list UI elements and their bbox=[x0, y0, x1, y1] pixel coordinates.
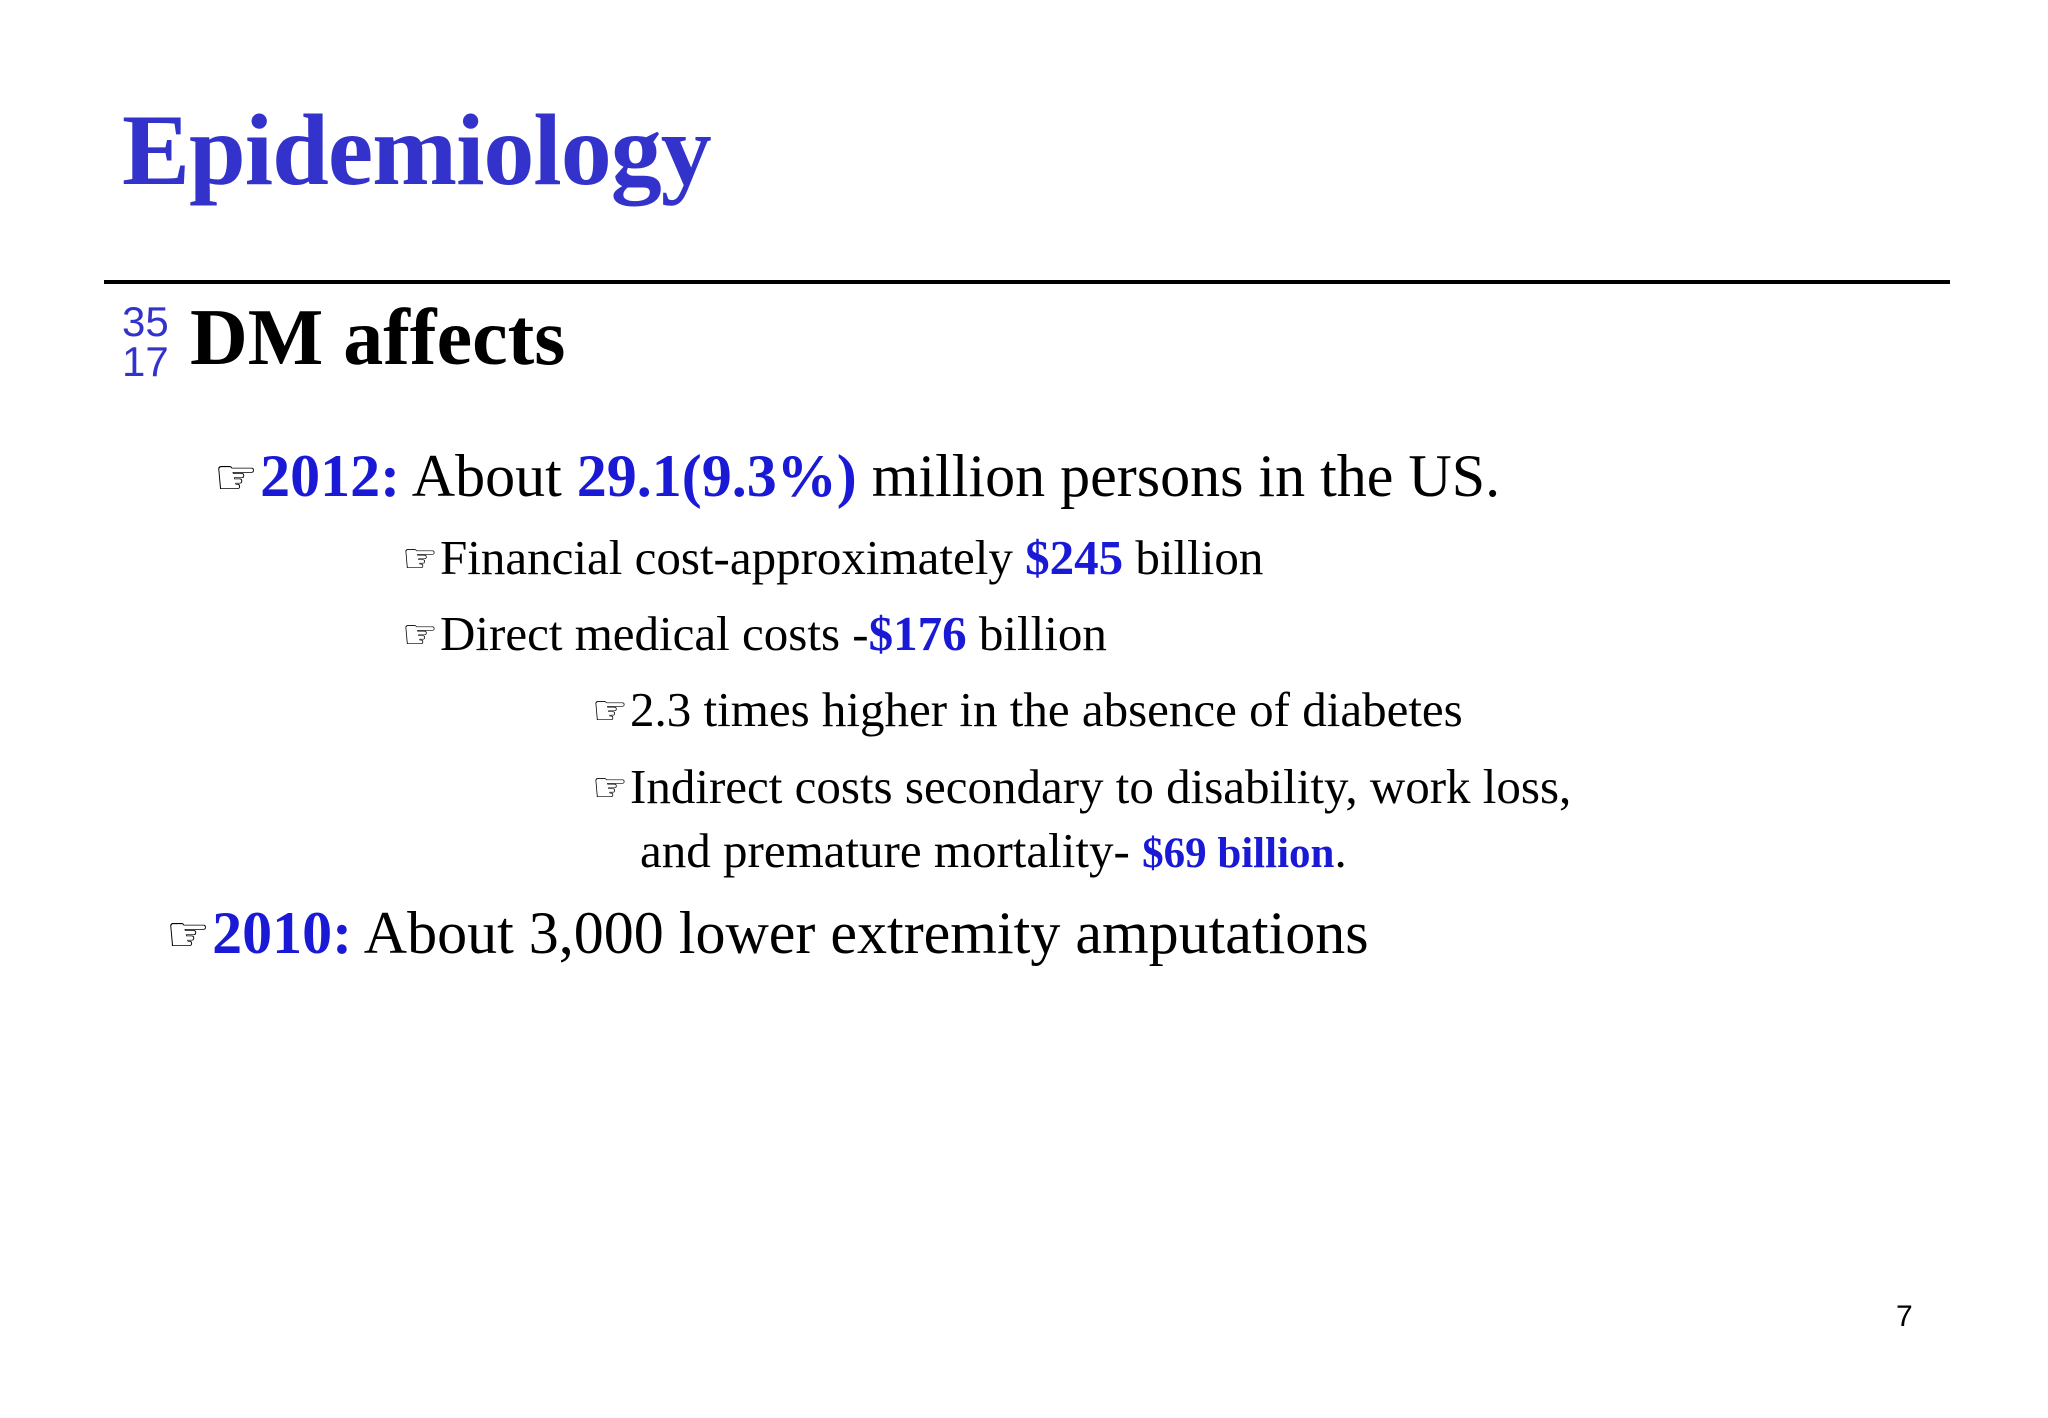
financial-post: billion bbox=[1123, 530, 1264, 585]
pointing-hand-icon: ☜ bbox=[402, 612, 439, 659]
bullet-financial-cost bbox=[402, 530, 1264, 585]
indirect-continuation bbox=[640, 823, 1347, 878]
bullet-direct-costs bbox=[402, 606, 1107, 661]
indirect-value: $69 billion bbox=[1142, 830, 1335, 877]
bullet-higher bbox=[592, 682, 1463, 737]
bullet-indirect-costs bbox=[592, 759, 1572, 814]
direct-post: billion bbox=[966, 606, 1107, 661]
level1-heading: DM affects bbox=[190, 294, 566, 382]
indirect-line1: Indirect costs secondary to disability, work loss, bbox=[630, 759, 1572, 814]
text-2012-post: million persons in the US. bbox=[856, 443, 1501, 509]
bullet-2010 bbox=[166, 900, 1369, 966]
direct-pre: Direct medical costs - bbox=[440, 606, 869, 661]
financial-value: $245 bbox=[1025, 530, 1124, 585]
bullet-top-number: 35 bbox=[122, 298, 169, 345]
text-2012-pre: About bbox=[400, 443, 577, 509]
pointing-hand-icon: ☜ bbox=[592, 688, 629, 735]
bullet-bottom-number: 17 bbox=[122, 338, 169, 385]
text-2010: About 3,000 lower extremity amputations bbox=[352, 900, 1369, 966]
year-2012: 2012: bbox=[260, 443, 401, 509]
year-2010: 2010: bbox=[212, 900, 353, 966]
value-2012: 29.1(9.3%) bbox=[576, 443, 857, 509]
direct-value: $176 bbox=[868, 606, 967, 661]
pointing-hand-icon: ☜ bbox=[166, 905, 211, 964]
numbered-bullet bbox=[122, 298, 169, 385]
pointing-hand-icon: ☜ bbox=[402, 536, 439, 583]
indirect-line2-post: . bbox=[1334, 823, 1347, 878]
financial-pre: Financial cost-approximately bbox=[440, 530, 1026, 585]
indirect-line2-pre: and premature mortality- bbox=[640, 823, 1143, 878]
title-divider bbox=[104, 280, 1950, 284]
pointing-hand-icon: ☜ bbox=[214, 448, 259, 507]
bullet-2012 bbox=[214, 443, 1501, 509]
higher-text: 2.3 times higher in the absence of diabetes bbox=[630, 682, 1463, 737]
slide-title: Epidemiology bbox=[122, 94, 711, 207]
pointing-hand-icon: ☜ bbox=[592, 765, 629, 812]
page-number: 7 bbox=[1896, 1300, 1913, 1333]
